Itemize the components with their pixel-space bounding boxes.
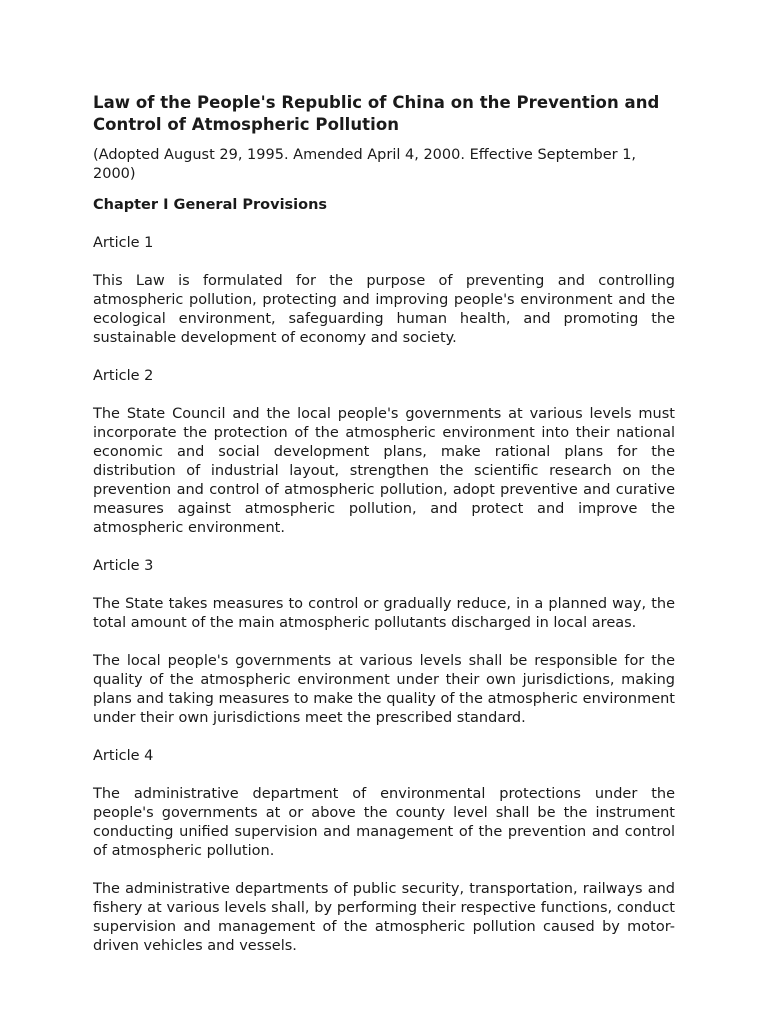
article-1 <box>93 234 675 348</box>
article-paragraph: The administrative departments of public security, transportation, railways and fishery at various levels shall, by performing their respective functions, conduct supervision and management of the atmospheric pollution caused by motor-driven vehicles and vessels. <box>93 881 675 954</box>
article-paragraph: The administrative department of environmental protections under the people's governments at or above the county level shall be the instrument conducting unified supervision and management of the prevention and control of atmospheric pollution. <box>93 786 675 859</box>
article-paragraph: The State Council and the local people's governments at various levels must incorporate the protection of the atmospheric environment into their national economic and social development plans, make rational plans for the distribution of industrial layout, strengthen the scientific research on the prevention and control of atmospheric pollution, adopt preventive and curative measures against atmospheric pollution, and protect and improve the atmospheric environment. <box>93 406 675 536</box>
article-heading: Article 1 <box>93 235 154 251</box>
document-title: Law of the People's Republic of China on the Prevention and Control of Atmospheric Pollution <box>93 93 660 134</box>
article-heading: Article 3 <box>93 558 154 574</box>
article-4 <box>93 747 675 956</box>
article-paragraph: This Law is formulated for the purpose of preventing and controlling atmospheric pollution, protecting and improving people's environment and the ecological environment, safeguarding human health, and promoting the sustainable development of economy and society. <box>93 273 675 346</box>
article-paragraph: The local people's governments at various levels shall be responsible for the quality of the atmospheric environment under their own jurisdictions, making plans and taking measures to make the quality of the atmospheric environment under their own jurisdictions meet the prescribed standard. <box>93 653 675 726</box>
adoption-note: (Adopted August 29, 1995. Amended April 4, 2000. Effective September 1, 2000) <box>93 147 637 182</box>
article-2 <box>93 367 675 538</box>
chapter-heading: Chapter I General Provisions <box>93 197 328 213</box>
document-page <box>93 92 675 975</box>
article-heading: Article 4 <box>93 748 154 764</box>
article-paragraph: The State takes measures to control or gradually reduce, in a planned way, the total amount of the main atmospheric pollutants discharged in local areas. <box>93 596 675 631</box>
article-3 <box>93 557 675 728</box>
article-heading: Article 2 <box>93 368 154 384</box>
